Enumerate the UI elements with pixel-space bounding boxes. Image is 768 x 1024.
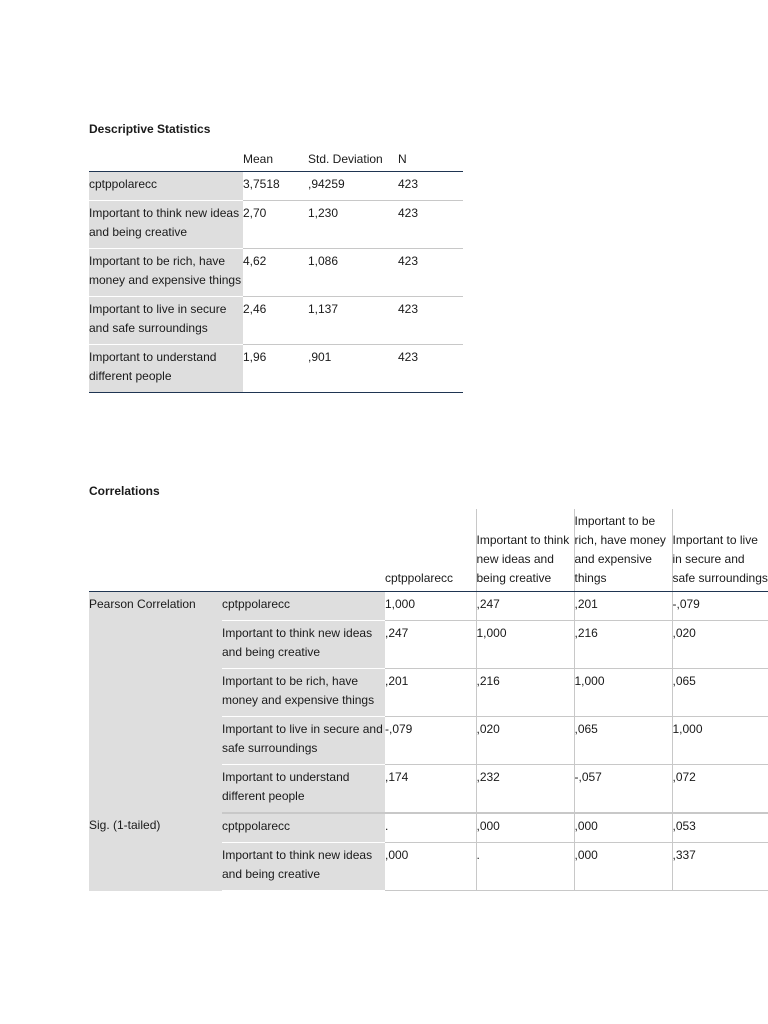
row-label: Important to live in secure and safe surroundings <box>89 297 243 345</box>
mean-value: 2,46 <box>243 297 308 345</box>
row-label: cptppolarecc <box>222 592 385 621</box>
group-label-sig: Sig. (1-tailed) <box>89 813 222 891</box>
header-mean: Mean <box>243 150 308 172</box>
value-cell: ,216 <box>476 669 574 717</box>
row-label: Important to think new ideas and being creative <box>222 843 385 891</box>
row-label: Important to think new ideas and being creative <box>89 201 243 249</box>
row-label: Important to live in secure and safe surroundings <box>222 717 385 765</box>
header-rich-money: Important to be rich, have money and expensive things <box>574 509 672 592</box>
value-cell: ,000 <box>574 843 672 891</box>
table-row <box>89 297 463 345</box>
value-cell: ,201 <box>385 669 476 717</box>
value-cell: 1,000 <box>476 621 574 669</box>
row-label: Important to think new ideas and being creative <box>222 621 385 669</box>
value-cell: . <box>385 813 476 843</box>
row-label: Important to be rich, have money and expensive things <box>89 249 243 297</box>
value-cell: ,201 <box>574 592 672 621</box>
value-cell: 1,000 <box>385 592 476 621</box>
table-row <box>89 345 463 393</box>
value-cell: ,020 <box>476 717 574 765</box>
value-cell: ,065 <box>574 717 672 765</box>
value-cell: ,216 <box>574 621 672 669</box>
table-row <box>89 592 768 621</box>
value-cell: 1,000 <box>672 717 768 765</box>
n-value: 423 <box>398 201 463 249</box>
row-label: Important to understand different people <box>222 765 385 814</box>
row-label: Important to be rich, have money and expensive things <box>222 669 385 717</box>
header-n: N <box>398 150 463 172</box>
mean-value: 1,96 <box>243 345 308 393</box>
value-cell: ,232 <box>476 765 574 814</box>
mean-value: 2,70 <box>243 201 308 249</box>
value-cell: ,053 <box>672 813 768 843</box>
table-row <box>89 813 768 843</box>
sd-value: 1,230 <box>308 201 398 249</box>
table-row <box>89 172 463 201</box>
sd-value: ,901 <box>308 345 398 393</box>
n-value: 423 <box>398 249 463 297</box>
value-cell: 1,000 <box>574 669 672 717</box>
value-cell: ,247 <box>385 621 476 669</box>
table-header-row <box>89 509 768 592</box>
value-cell: ,000 <box>574 813 672 843</box>
header-cptppolarecc: cptppolarecc <box>385 509 476 592</box>
correlations-table <box>89 509 768 891</box>
mean-value: 3,7518 <box>243 172 308 201</box>
header-think-new-ideas: Important to think new ideas and being creative <box>476 509 574 592</box>
value-cell: ,000 <box>385 843 476 891</box>
mean-value: 4,62 <box>243 249 308 297</box>
value-cell: ,065 <box>672 669 768 717</box>
sd-value: 1,137 <box>308 297 398 345</box>
header-empty <box>222 509 385 592</box>
table-row <box>89 201 463 249</box>
value-cell: . <box>476 843 574 891</box>
row-label: cptppolarecc <box>222 813 385 843</box>
sd-value: 1,086 <box>308 249 398 297</box>
value-cell: ,020 <box>672 621 768 669</box>
sd-value: ,94259 <box>308 172 398 201</box>
table-header-row <box>89 150 463 172</box>
correlations-title: Correlations <box>89 484 160 498</box>
header-empty <box>89 509 222 592</box>
value-cell: ,072 <box>672 765 768 814</box>
header-secure-surroundings: Important to live in secure and safe surroundings <box>672 509 768 592</box>
group-label-pearson: Pearson Correlation <box>89 592 222 814</box>
n-value: 423 <box>398 172 463 201</box>
descriptive-statistics-title: Descriptive Statistics <box>89 122 211 136</box>
n-value: 423 <box>398 297 463 345</box>
value-cell: -,079 <box>672 592 768 621</box>
header-empty <box>89 150 243 172</box>
descriptive-statistics-table <box>89 150 463 393</box>
value-cell: ,247 <box>476 592 574 621</box>
row-label: cptppolarecc <box>89 172 243 201</box>
value-cell: -,079 <box>385 717 476 765</box>
value-cell: ,337 <box>672 843 768 891</box>
value-cell: -,057 <box>574 765 672 814</box>
n-value: 423 <box>398 345 463 393</box>
header-std-deviation: Std. Deviation <box>308 150 398 172</box>
value-cell: ,174 <box>385 765 476 814</box>
table-row <box>89 249 463 297</box>
value-cell: ,000 <box>476 813 574 843</box>
row-label: Important to understand different people <box>89 345 243 393</box>
